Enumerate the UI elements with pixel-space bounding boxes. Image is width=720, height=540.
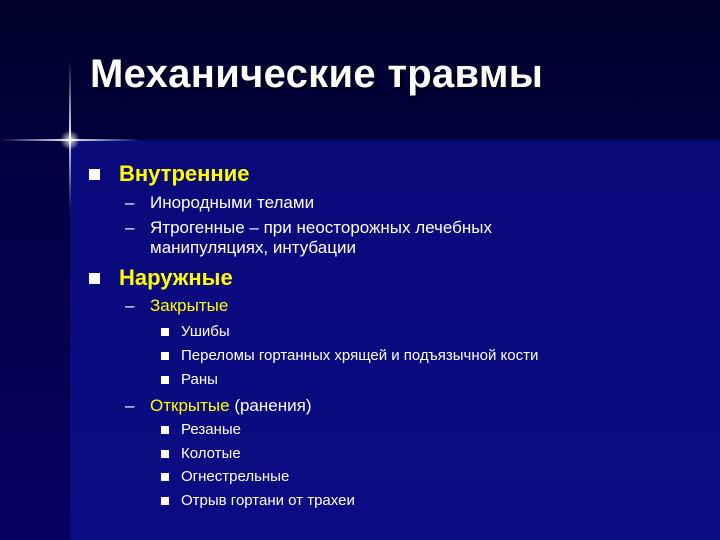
square-bullet-icon [161, 450, 169, 458]
section-heading-internal [119, 161, 249, 187]
sparkle-icon [60, 130, 80, 150]
dash-bullet: – [125, 218, 135, 237]
square-bullet-icon [161, 473, 169, 481]
list-item [181, 323, 230, 340]
list-item-text-line-1: Ятрогенные – при неосторожных лечебных [150, 218, 493, 237]
slide-title: Механические травмы [90, 52, 544, 96]
list-item [125, 218, 493, 258]
list-item-text-line-2: манипуляциях, интубации [150, 238, 356, 257]
square-bullet-icon [161, 426, 169, 434]
dash-bullet: – [125, 296, 135, 315]
section-heading-external [119, 265, 233, 291]
list-item [125, 193, 315, 213]
subgroup-label: Открытые [150, 396, 230, 415]
subgroup-closed [125, 296, 229, 316]
subgroup-open [125, 396, 312, 416]
dash-bullet: – [125, 396, 135, 415]
section-heading-label: Внутренние [119, 161, 250, 186]
square-bullet-icon [89, 169, 100, 180]
list-item [181, 445, 241, 462]
list-item [181, 421, 241, 438]
subgroup-label: Закрытые [150, 296, 229, 315]
list-item [181, 371, 218, 388]
dash-bullet: – [125, 193, 135, 212]
list-item [181, 347, 538, 364]
square-bullet-icon [161, 352, 169, 360]
list-item-text: Колотые [181, 445, 241, 462]
section-heading-label: Наружные [119, 265, 233, 290]
list-item [181, 492, 355, 509]
list-item-text: Огнестрельные [181, 468, 290, 485]
square-bullet-icon [161, 328, 169, 336]
list-item-text: Переломы гортанных хрящей и подъязычной кости [181, 347, 539, 364]
subgroup-label-suffix: (ранения) [229, 396, 312, 415]
list-item-text: Раны [181, 371, 218, 388]
list-item [181, 468, 289, 485]
list-item-text: Резаные [181, 421, 241, 438]
square-bullet-icon [161, 376, 169, 384]
list-item-text: Инородными телами [150, 193, 315, 212]
list-item-text: Отрыв гортани от трахеи [181, 492, 355, 509]
square-bullet-icon [89, 273, 100, 284]
square-bullet-icon [161, 497, 169, 505]
list-item-text: Ушибы [181, 323, 230, 340]
